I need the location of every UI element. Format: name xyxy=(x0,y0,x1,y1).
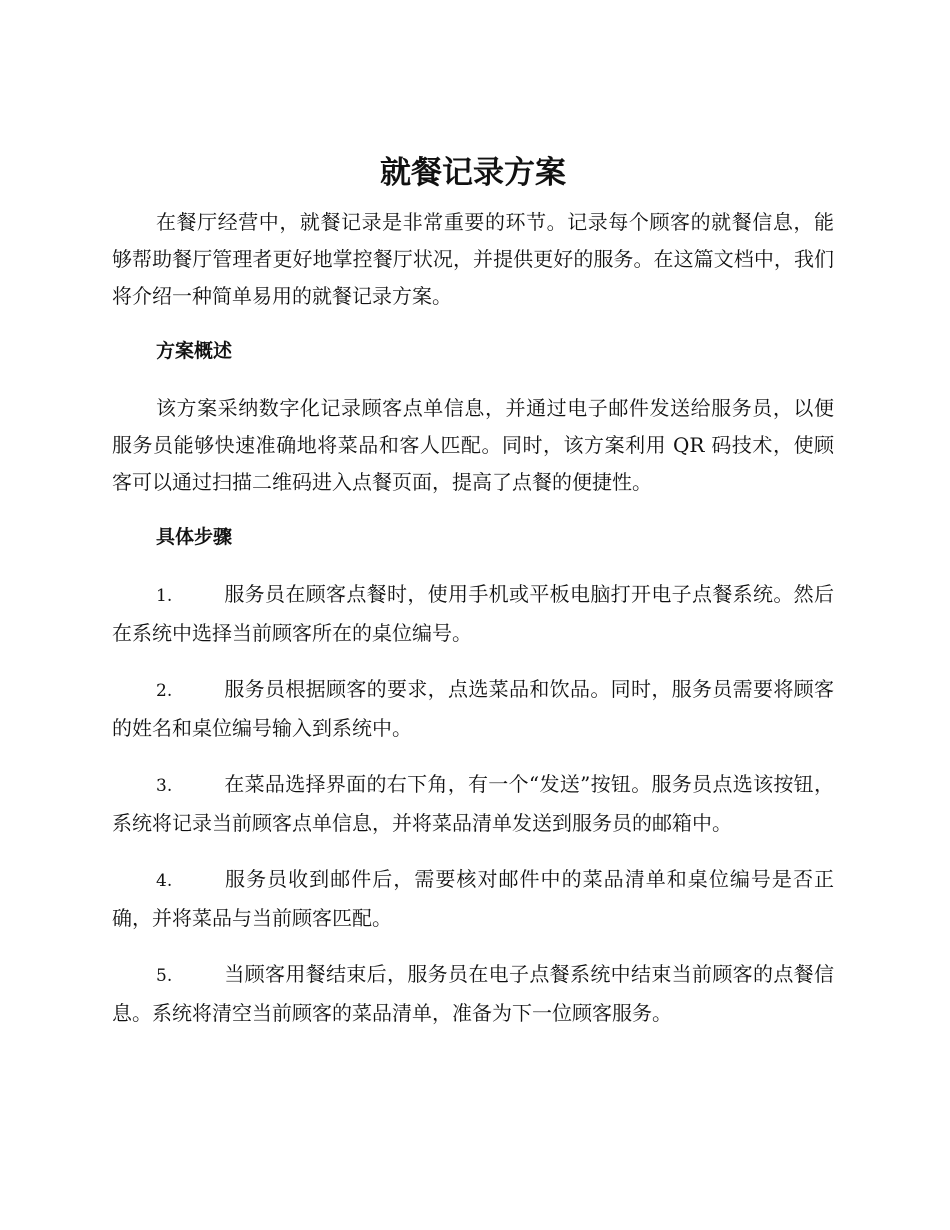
intro-paragraph: 在餐厅经营中，就餐记录是非常重要的环节。记录每个顾客的就餐信息，能够帮助餐厅管理者更好地掌控餐厅状况，并提供更好的服务。在这篇文档中，我们将介绍一种简单易用的就餐记录方案。 xyxy=(112,210,834,308)
document-title: 就餐记录方案 xyxy=(380,155,566,191)
step-number: 3. xyxy=(156,776,173,796)
step-text: 服务员收到邮件后，需要核对邮件中的菜品清单和桌位编号是否正确，并将菜品与当前顾客匹配。 xyxy=(112,867,834,930)
step-item xyxy=(112,766,834,842)
step-text: 服务员根据顾客的要求，点选菜品和饮品。同时，服务员需要将顾客的姓名和桌位编号输入到系统中。 xyxy=(112,677,834,740)
section-heading-overview: 方案概述 xyxy=(156,340,233,362)
step-item xyxy=(112,956,834,1032)
step-number: 1. xyxy=(156,586,173,606)
step-item xyxy=(112,671,834,747)
step-number: 5. xyxy=(156,966,173,986)
step-text: 当顾客用餐结束后，服务员在电子点餐系统中结束当前顾客的点餐信息。系统将清空当前顾客的菜品清单，准备为下一位顾客服务。 xyxy=(112,962,834,1025)
overview-paragraph: 该方案采纳数字化记录顾客点单信息，并通过电子邮件发送给服务员，以便服务员能够快速准确地将菜品和客人匹配。同时，该方案利用 QR 码技术，使顾客可以通过扫描二维码进入点餐页面，提高了点餐的便捷性。 xyxy=(112,396,834,494)
step-number: 4. xyxy=(156,871,173,891)
step-item xyxy=(112,576,834,652)
section-heading-steps: 具体步骤 xyxy=(156,526,233,548)
step-text: 在菜品选择界面的右下角，有一个“发送”按钮。服务员点选该按钮，系统将记录当前顾客点单信息，并将菜品清单发送到服务员的邮箱中。 xyxy=(112,772,834,835)
step-number: 2. xyxy=(156,681,173,701)
document-page xyxy=(112,148,834,1051)
step-text: 服务员在顾客点餐时，使用手机或平板电脑打开电子点餐系统。然后在系统中选择当前顾客所在的桌位编号。 xyxy=(112,582,834,645)
step-item xyxy=(112,861,834,937)
